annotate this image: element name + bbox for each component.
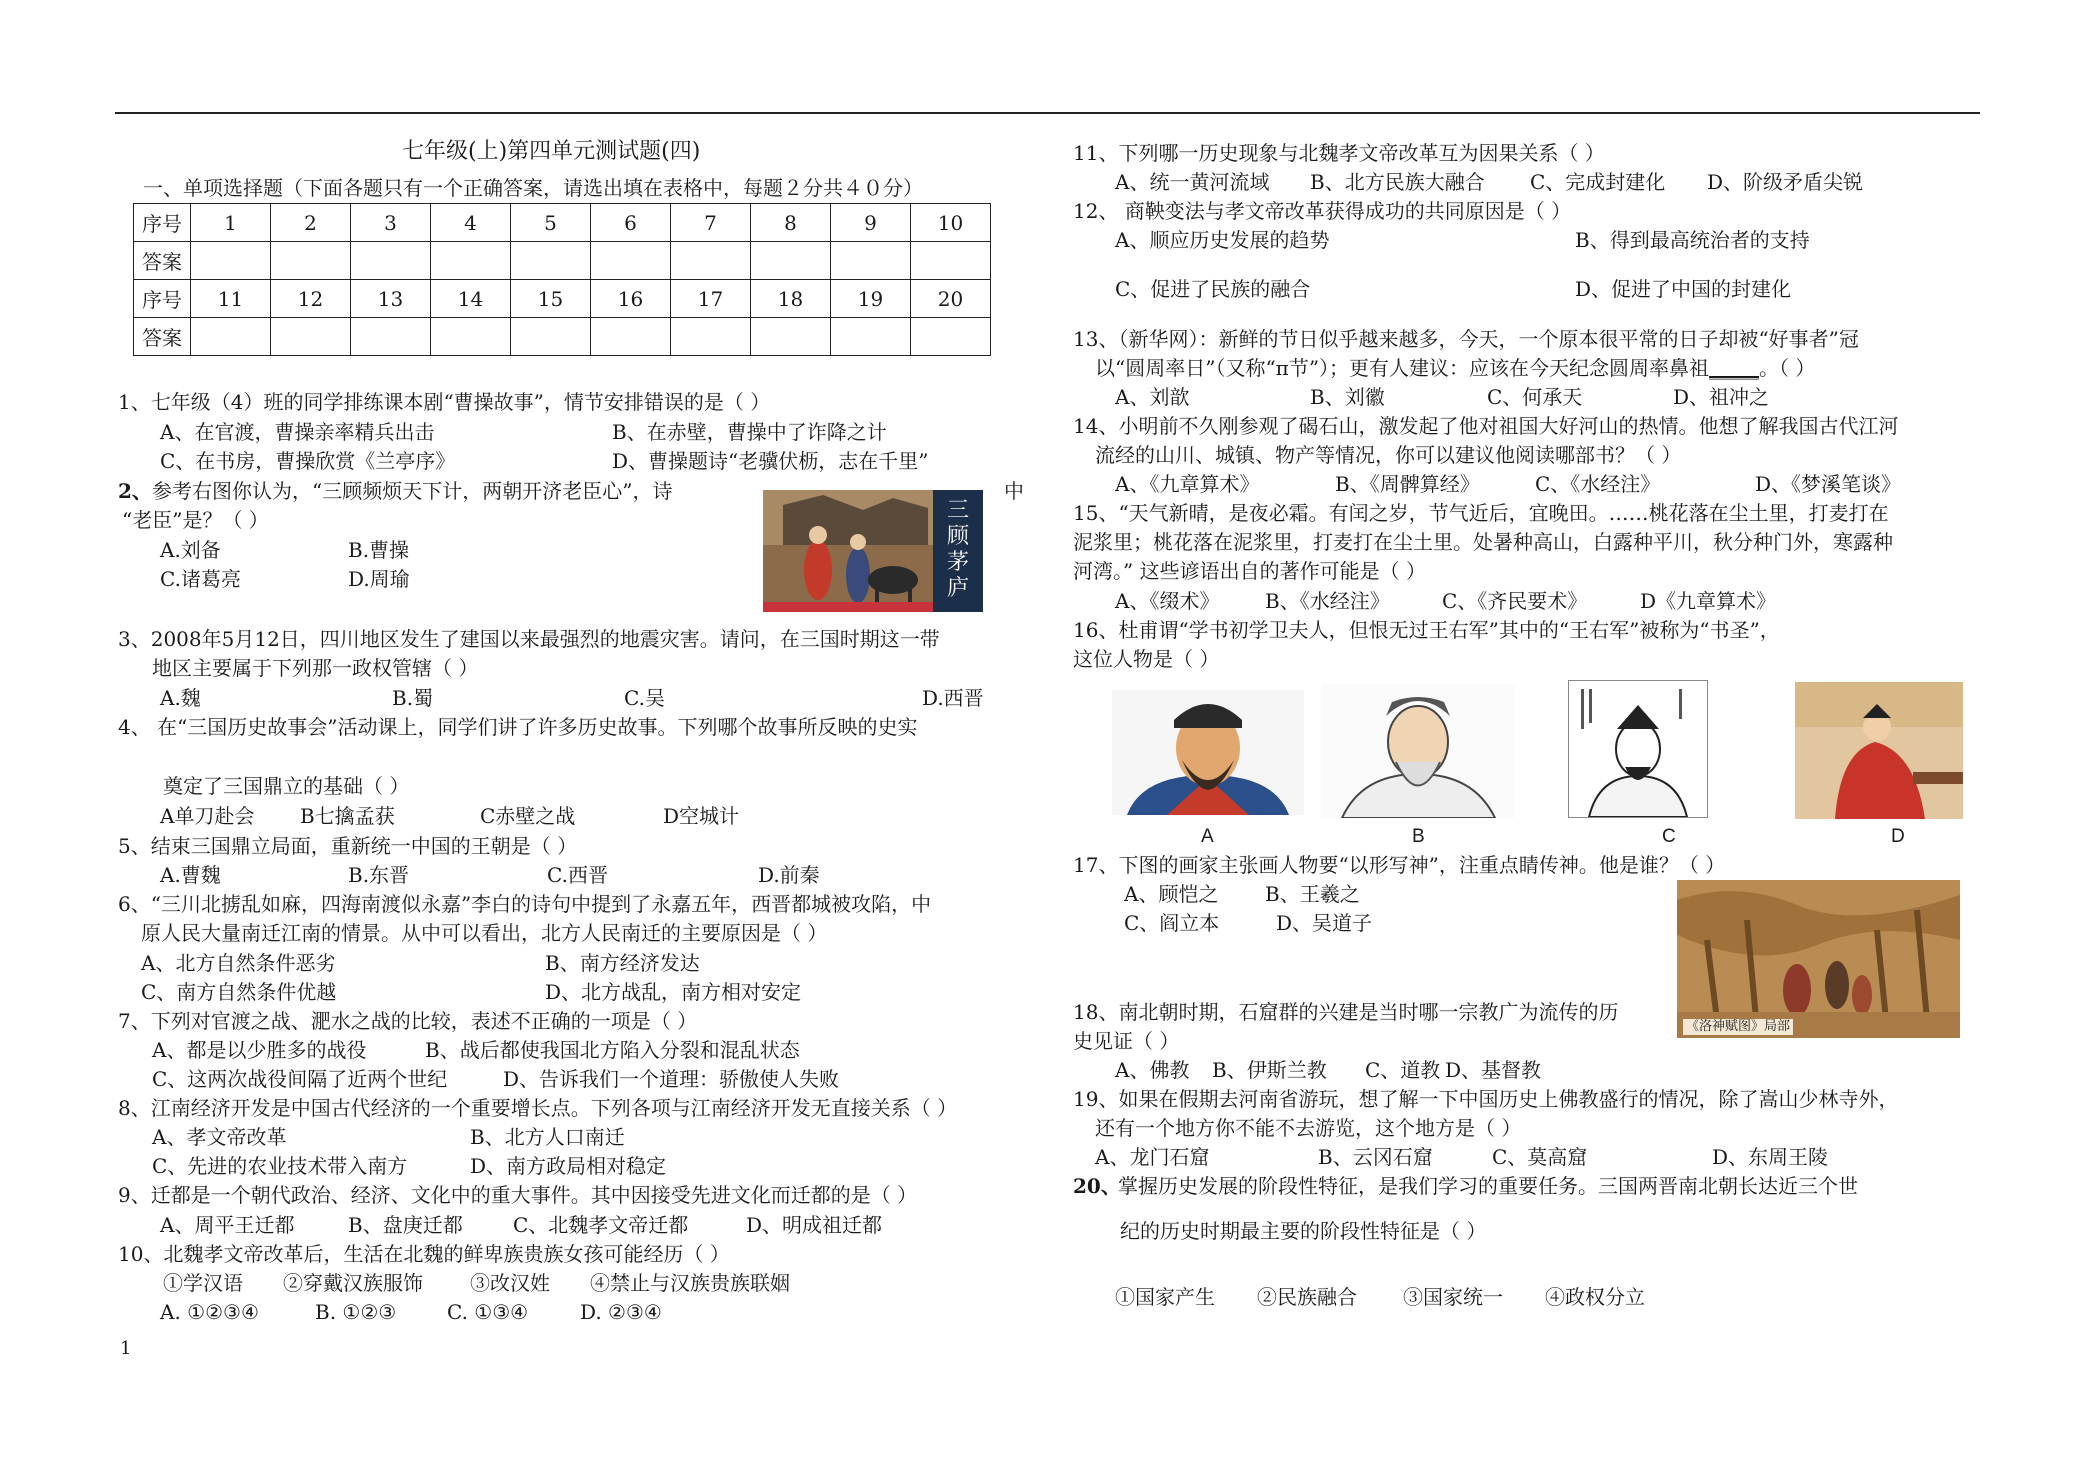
- table-cell: 8: [751, 204, 831, 242]
- q17-option-c: C、阎立本: [1124, 911, 1220, 935]
- q19-option-b: B、云冈石窟: [1318, 1145, 1433, 1169]
- q18-stem: 18、南北朝时期，石窟群的兴建是当时哪一宗教广为流传的历: [1073, 1000, 1619, 1024]
- q14-stem-2: 流经的山川、城镇、物产等情况，你可以建议他阅读哪部书？（ ）: [1095, 443, 1682, 467]
- q10-item-3: ③改汉姓: [470, 1271, 550, 1295]
- table-cell: 20: [911, 280, 991, 318]
- q17-option-a: A、顾恺之: [1124, 882, 1219, 906]
- table-row: [134, 204, 991, 242]
- q19-stem-2: 还有一个地方你不能不去游览，这个地方是（ ）: [1095, 1116, 1522, 1140]
- q18-option-a: A、佛教: [1115, 1058, 1190, 1082]
- portrait-label-b: B: [1412, 826, 1425, 847]
- q11-option-c: C、完成封建化: [1530, 170, 1666, 194]
- q2-number: 2、: [118, 479, 152, 503]
- q13-stem-2-text: 以“圆周率日”（又称“π节”）；更有人建议：应该在今天纪念圆周率鼻祖: [1095, 356, 1710, 380]
- q1-stem: 1、七年级（4）班的同学排练课本剧“曹操故事”，情节安排错误的是（ ）: [118, 390, 771, 414]
- answer-cell[interactable]: [271, 318, 351, 356]
- q18-option-b: B、伊斯兰教: [1212, 1058, 1327, 1082]
- table-row: [134, 280, 991, 318]
- q8-option-d: D、南方政局相对稳定: [470, 1154, 667, 1178]
- q3-option-d: D.西晋: [922, 686, 984, 710]
- q11-option-b: B、北方民族大融合: [1310, 170, 1485, 194]
- image-caption: 三顾茅庐: [946, 498, 969, 601]
- q6-option-b: B、南方经济发达: [545, 951, 700, 975]
- q8-option-a: A、孝文帝改革: [152, 1125, 287, 1149]
- table-cell: 序号: [134, 204, 191, 242]
- top-rule: [115, 112, 1980, 114]
- table-cell: 2: [271, 204, 351, 242]
- q15-option-a: A、《缀术》: [1115, 589, 1220, 613]
- table-cell: 13: [351, 280, 431, 318]
- q11-option-d: D、阶级矛盾尖锐: [1707, 170, 1864, 194]
- q13-option-b: B、刘徽: [1310, 385, 1385, 409]
- q14-option-b: B、《周髀算经》: [1335, 472, 1480, 496]
- q1-option-b: B、在赤壁，曹操中了诈降之计: [612, 420, 887, 444]
- q12-option-a: A、顺应历史发展的趋势: [1115, 228, 1330, 252]
- q4-stem: 4、 在“三国历史故事会”活动课上，同学们讲了许多历史故事。下列哪个故事所反映的史实: [118, 715, 918, 739]
- portrait-a-image: [1112, 690, 1304, 815]
- q20-number: 20、: [1073, 1174, 1121, 1198]
- portrait-label-c: C: [1662, 826, 1676, 847]
- q6-option-c: C、南方自然条件优越: [141, 980, 337, 1004]
- answer-cell[interactable]: [431, 318, 511, 356]
- q2-option-a: A.刘备: [160, 538, 221, 562]
- q14-option-d: D、《梦溪笔谈》: [1755, 472, 1902, 496]
- q7-option-b: B、战后都使我国北方陷入分裂和混乱状态: [425, 1038, 800, 1062]
- q16-stem: 16、杜甫谓“学书初学卫夫人，但恨无过王右军”其中的“王右军”被称为“书圣”，: [1073, 618, 1780, 642]
- section-heading: 一、单项选择题（下面各题只有一个正确答案，请选出填在表格中，每题２分共４０分）: [143, 176, 923, 200]
- q1-option-d: D、曹操题诗“老骥伏枥，志在千里”: [612, 449, 929, 473]
- q2-option-b: B.曹操: [348, 538, 410, 562]
- table-cell: 14: [431, 280, 511, 318]
- q14-option-c: C、《水经注》: [1535, 472, 1661, 496]
- q15-stem-2: 泥浆里；桃花落在泥浆里，打麦打在尘土里。处暑种高山，白露种平川，秋分种门外，寒露种: [1073, 530, 1893, 554]
- q18-stem-2: 史见证（ ）: [1073, 1029, 1180, 1053]
- q15-option-d: D《九章算术》: [1640, 589, 1777, 613]
- portrait-label-d: D: [1891, 826, 1905, 847]
- answer-cell[interactable]: [831, 242, 911, 280]
- q12-stem: 12、 商鞅变法与孝文帝改革获得成功的共同原因是（ ）: [1073, 199, 1572, 223]
- table-cell: 序号: [134, 280, 191, 318]
- table-cell: 19: [831, 280, 911, 318]
- q9-option-a: A、周平王迁都: [160, 1213, 295, 1237]
- q2-stem-2: “老臣”是？（ ）: [122, 508, 269, 532]
- q6-stem-2: 原人民大量南迁江南的情景。从中可以看出，北方人民南迁的主要原因是（ ）: [141, 921, 828, 945]
- q13-option-a: A、刘歆: [1115, 385, 1190, 409]
- q18-option-c: C、道教: [1365, 1058, 1441, 1082]
- q12-option-b: B、得到最高统治者的支持: [1575, 228, 1810, 252]
- q17-option-b: B、王羲之: [1265, 882, 1360, 906]
- q10-item-1: ①学汉语: [163, 1271, 243, 1295]
- answer-table: [133, 203, 991, 356]
- q17-option-d: D、吴道子: [1276, 911, 1373, 935]
- q4-option-b: B七擒孟获: [300, 804, 395, 828]
- table-row: [134, 242, 991, 280]
- q10-option-a: A. ①②③④: [160, 1300, 259, 1324]
- answer-cell[interactable]: [671, 242, 751, 280]
- answer-cell[interactable]: [911, 318, 991, 356]
- q4-option-d: D空城计: [663, 804, 740, 828]
- answer-cell[interactable]: [911, 242, 991, 280]
- page-number: 1: [120, 1338, 132, 1359]
- table-cell: 9: [831, 204, 911, 242]
- q5-option-c: C.西晋: [547, 863, 608, 887]
- page-title: 七年级(上)第四单元测试题(四): [402, 139, 701, 164]
- q17-stem: 17、下图的画家主张画人物要“以形写神”，注重点睛传神。他是谁？（ ）: [1073, 853, 1726, 877]
- q19-option-a: A、龙门石窟: [1095, 1145, 1210, 1169]
- table-cell: 17: [671, 280, 751, 318]
- answer-cell[interactable]: [591, 318, 671, 356]
- q4-option-c: C赤壁之战: [480, 804, 576, 828]
- answer-cell[interactable]: [591, 242, 671, 280]
- table-cell: 3: [351, 204, 431, 242]
- q3-stem-2: 地区主要属于下列那一政权管辖（ ）: [152, 656, 479, 680]
- q1-option-a: A、在官渡，曹操亲率精兵出击: [160, 420, 435, 444]
- q20-item-2: ②民族融合: [1257, 1285, 1357, 1309]
- answer-cell[interactable]: [431, 242, 511, 280]
- answer-cell[interactable]: [191, 318, 271, 356]
- answer-cell[interactable]: [511, 318, 591, 356]
- table-row: [134, 318, 991, 356]
- q7-option-c: C、这两次战役间隔了近两个世纪: [152, 1067, 448, 1091]
- q4-option-a: A单刀赴会: [160, 804, 255, 828]
- q10-option-d: D. ②③④: [580, 1300, 662, 1324]
- painting-caption: 《洛神赋图》局部: [1683, 1019, 1793, 1035]
- table-cell: 1: [191, 204, 271, 242]
- q7-stem: 7、下列对官渡之战、淝水之战的比较，表述不正确的一项是（ ）: [118, 1009, 698, 1033]
- answer-cell[interactable]: [351, 242, 431, 280]
- q10-stem: 10、北魏孝文帝改革后，生活在北魏的鲜卑族贵族女孩可能经历（ ）: [118, 1242, 730, 1266]
- table-cell: 11: [191, 280, 271, 318]
- portrait-d-image: [1795, 682, 1963, 819]
- q2-stem: 参考右图你认为，“三顾频烦天下计，两朝开济老臣心”，诗: [152, 479, 673, 503]
- q8-stem: 8、江南经济开发是中国古代经济的一个重要增长点。下列各项与江南经济开发无直接关系（ ）: [118, 1096, 958, 1120]
- q13-option-d: D、祖冲之: [1673, 385, 1770, 409]
- q13-option-c: C、何承天: [1487, 385, 1583, 409]
- q2-stem-end: 中: [1004, 479, 1024, 503]
- answer-cell[interactable]: [511, 242, 591, 280]
- table-cell: 6: [591, 204, 671, 242]
- q6-option-d: D、北方战乱，南方相对安定: [545, 980, 802, 1004]
- q20-item-1: ①国家产生: [1115, 1285, 1215, 1309]
- q19-option-c: C、莫高窟: [1492, 1145, 1588, 1169]
- q10-item-4: ④禁止与汉族贵族联姻: [590, 1271, 790, 1295]
- three-visits-image: [763, 490, 983, 612]
- q13-blank: _____: [1709, 356, 1760, 380]
- q3-option-b: B.蜀: [392, 686, 434, 710]
- q10-option-c: C. ①③④: [447, 1300, 529, 1324]
- q6-stem: 6、“三川北掳乱如麻，四海南渡似永嘉”李白的诗句中提到了永嘉五年，西晋都城被攻陷，中: [118, 892, 932, 916]
- q16-stem-2: 这位人物是（ ）: [1073, 647, 1220, 671]
- q5-stem: 5、结束三国鼎立局面，重新统一中国的王朝是（ ）: [118, 834, 578, 858]
- table-cell: 16: [591, 280, 671, 318]
- q13-stem: 13、（新华网）：新鲜的节日似乎越来越多，今天，一个原本很平常的日子却被“好事者”冠: [1073, 327, 1859, 351]
- answer-cell[interactable]: [751, 318, 831, 356]
- q19-stem: 19、如果在假期去河南省游玩，想了解一下中国历史上佛教盛行的情况，除了嵩山少林寺外，: [1073, 1087, 1899, 1111]
- q12-option-c: C、促进了民族的融合: [1115, 277, 1311, 301]
- q15-stem-3: 河湾。” 这些谚语出自的著作可能是（ ）: [1073, 559, 1426, 583]
- answer-cell[interactable]: [671, 318, 751, 356]
- q20-stem-2: 纪的历史时期最主要的阶段性特征是（ ）: [1120, 1219, 1487, 1243]
- portrait-c-image: [1568, 680, 1708, 818]
- q14-stem: 14、小明前不久刚参观了碣石山，激发起了他对祖国大好河山的热情。他想了解我国古代江河: [1073, 414, 1899, 438]
- q3-option-a: A.魏: [160, 686, 201, 710]
- q12-option-d: D、促进了中国的封建化: [1575, 277, 1792, 301]
- table-cell: 答案: [134, 318, 191, 356]
- q9-option-c: C、北魏孝文帝迁都: [513, 1213, 689, 1237]
- answer-cell[interactable]: [751, 242, 831, 280]
- q13-stem-2-end: 。（ ）: [1759, 356, 1816, 380]
- q11-stem: 11、下列哪一历史现象与北魏孝文帝改革互为因果关系（ ）: [1073, 141, 1605, 165]
- q18-option-d: D、基督教: [1445, 1058, 1542, 1082]
- portrait-label-a: A: [1201, 826, 1214, 847]
- q13-stem-2: [1095, 356, 1815, 380]
- q9-option-b: B、盘庚迁都: [348, 1213, 463, 1237]
- q15-option-b: B、《水经注》: [1265, 589, 1390, 613]
- q15-stem: 15、“天气新晴，是夜必霜。有闰之岁，节气近后，宜晚田。……桃花落在尘土里，打麦打在: [1073, 501, 1889, 525]
- q6-option-a: A、北方自然条件恶劣: [141, 951, 336, 975]
- q8-option-c: C、先进的农业技术带入南方: [152, 1154, 408, 1178]
- table-cell: 答案: [134, 242, 191, 280]
- q7-option-a: A、都是以少胜多的战役: [152, 1038, 367, 1062]
- q5-option-d: D.前秦: [758, 863, 820, 887]
- q3-option-c: C.吴: [624, 686, 665, 710]
- table-cell: 18: [751, 280, 831, 318]
- q11-option-a: A、统一黄河流域: [1115, 170, 1270, 194]
- q10-item-2: ②穿戴汉族服饰: [283, 1271, 423, 1295]
- q2-option-d: D.周瑜: [348, 567, 410, 591]
- q15-option-c: C、《齐民要术》: [1442, 589, 1588, 613]
- table-cell: 7: [671, 204, 751, 242]
- answer-cell[interactable]: [831, 318, 911, 356]
- answer-cell[interactable]: [351, 318, 431, 356]
- q14-option-a: A、《九章算术》: [1115, 472, 1260, 496]
- table-cell: 10: [911, 204, 991, 242]
- table-cell: 4: [431, 204, 511, 242]
- answer-cell[interactable]: [271, 242, 351, 280]
- q9-option-d: D、明成祖迁都: [746, 1213, 883, 1237]
- q4-stem-2: 奠定了三国鼎立的基础（ ）: [163, 774, 410, 798]
- table-cell: 15: [511, 280, 591, 318]
- q3-stem: 3、2008年5月12日，四川地区发生了建国以来最强烈的地震灾害。请问，在三国时期这一带: [118, 627, 940, 651]
- q2-option-c: C.诸葛亮: [160, 567, 241, 591]
- q10-option-b: B. ①②③: [315, 1300, 397, 1324]
- answer-cell[interactable]: [191, 242, 271, 280]
- q1-option-c: C、在书房，曹操欣赏《兰亭序》: [160, 449, 456, 473]
- q5-option-b: B.东晋: [348, 863, 410, 887]
- q8-option-b: B、北方人口南迁: [470, 1125, 625, 1149]
- table-cell: 5: [511, 204, 591, 242]
- luoshen-painting-image: [1677, 880, 1960, 1038]
- q5-option-a: A.曹魏: [160, 863, 221, 887]
- q9-stem: 9、迁都是一个朝代政治、经济、文化中的重大事件。其中因接受先进文化而迁都的是（ ）: [118, 1183, 918, 1207]
- q20-item-4: ④政权分立: [1545, 1285, 1645, 1309]
- q7-option-d: D、告诉我们一个道理：骄傲使人失败: [503, 1067, 840, 1091]
- q19-option-d: D、东周王陵: [1712, 1145, 1829, 1169]
- portrait-b-image: [1322, 684, 1515, 818]
- table-cell: 12: [271, 280, 351, 318]
- q20-stem: 掌握历史发展的阶段性特征，是我们学习的重要任务。三国两晋南北朝长达近三个世: [1118, 1174, 1858, 1198]
- q20-item-3: ③国家统一: [1403, 1285, 1503, 1309]
